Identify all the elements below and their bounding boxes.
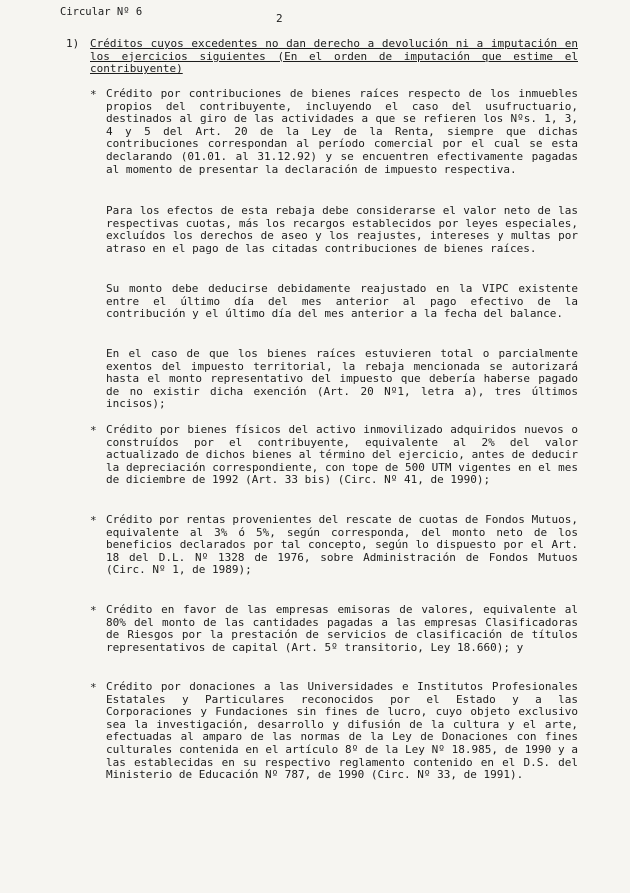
bullet-marker: * <box>90 604 97 617</box>
paragraph-risk-rating: Crédito en favor de las empresas emisoras de valores, equivalente al 80% del monto de las cantidades pagadas a las empresas Clasificadoras de Riesgos por la prestación de servicios de clasificación de títulos representativos de capital (Art. 5º transitorio, Ley 18.660); y <box>106 603 578 654</box>
paragraph-exemption: En el caso de que los bienes raíces estuvieren total o parcialmente exentos del impuesto territorial, la rebaja mencionada se autorizará hasta el monto representativo del impuesto que debería haberse pagado de no existir dicha exención (Art. 20 Nº1, letra a), tres últimos incisos); <box>106 347 578 411</box>
paragraph-net-value: Para los efectos de esta rebaja debe considerarse el valor neto de las respectivas cuotas, más los recargos establecidos por leyes especiales, excluídos los derechos de aseo y los reajustes, intereses y multas por atraso en el pago de las citadas contribuciones de bienes raíces. <box>106 204 578 255</box>
bullet-marker: * <box>90 514 97 527</box>
paragraph-readjustment: Su monto debe deducirse debidamente reajustado en la VIPC existente entre el último día del mes anterior al pago efectivo de la contribución y el último día del mes anterior a la fecha del balance. <box>106 282 578 321</box>
paragraph-contributions: Crédito por contribuciones de bienes raíces respecto de los inmuebles propios del contribuyente, incluyendo el caso del usufructuario, destinados al giro de las actividades a que se refieren los Nºs. 1, 3, 4 y 5 del Art. 20 de la Ley de la Renta, siempre que dichas contribuciones correspondan al período comercial por el cual se esta declarando (01.01. al 31.12.92) y se encuentren efectivamente pagadas al momento de presentar la declaración de impuesto respectiva. <box>106 87 578 176</box>
section-title: Créditos cuyos excedentes no dan derecho a devolución ni a imputación en los ejercicios siguientes (En el orden de imputación que estime el contribuyente) <box>90 37 578 76</box>
page-number: 2 <box>276 12 283 25</box>
bullet-marker: * <box>90 424 97 437</box>
bullet-marker: * <box>90 88 97 101</box>
paragraph-donations: Crédito por donaciones a las Universidades e Institutos Profesionales Estatales y Particulares reconocidos por el Estado y a las Corporaciones y Fundaciones sin fines de lucro, cuyo objeto exclusivo sea la investigación, desarrollo y difusión de la cultura y el arte, efectuadas al amparo de las normas de la Ley de Donaciones con fines culturales contenida en el artículo 8º de la Ley Nº 18.985, de 1990 y a las establecidas en su respectivo reglamento contenido en el D.S. del Ministerio de Educación Nº 787, de 1990 (Circ. Nº 33, de 1991). <box>106 680 578 782</box>
paragraph-fixed-assets: Crédito por bienes físicos del activo inmovilizado adquiridos nuevos o construídos por el contribuyente, equivalente al 2% del valor actualizado de dichos bienes al término del ejercicio, antes de deducir la depreciación correspondiente, con tope de 500 UTM vigentes en el mes de diciembre de 1992 (Art. 33 bis) (Circ. Nº 41, de 1990); <box>106 423 578 487</box>
paragraph-mutual-funds: Crédito por rentas provenientes del rescate de cuotas de Fondos Mutuos, equivalente al 3% ó 5%, según corresponda, del monto neto de los beneficios declarados por tal concepto, según lo dispuesto por el Art. 18 del D.L. Nº 1328 de 1976, sobre Administración de Fondos Mutuos (Circ. Nº 1, de 1989); <box>106 513 578 577</box>
bullet-marker: * <box>90 681 97 694</box>
circular-label: Circular Nº 6 <box>60 6 143 18</box>
section-number: 1) <box>66 37 80 50</box>
